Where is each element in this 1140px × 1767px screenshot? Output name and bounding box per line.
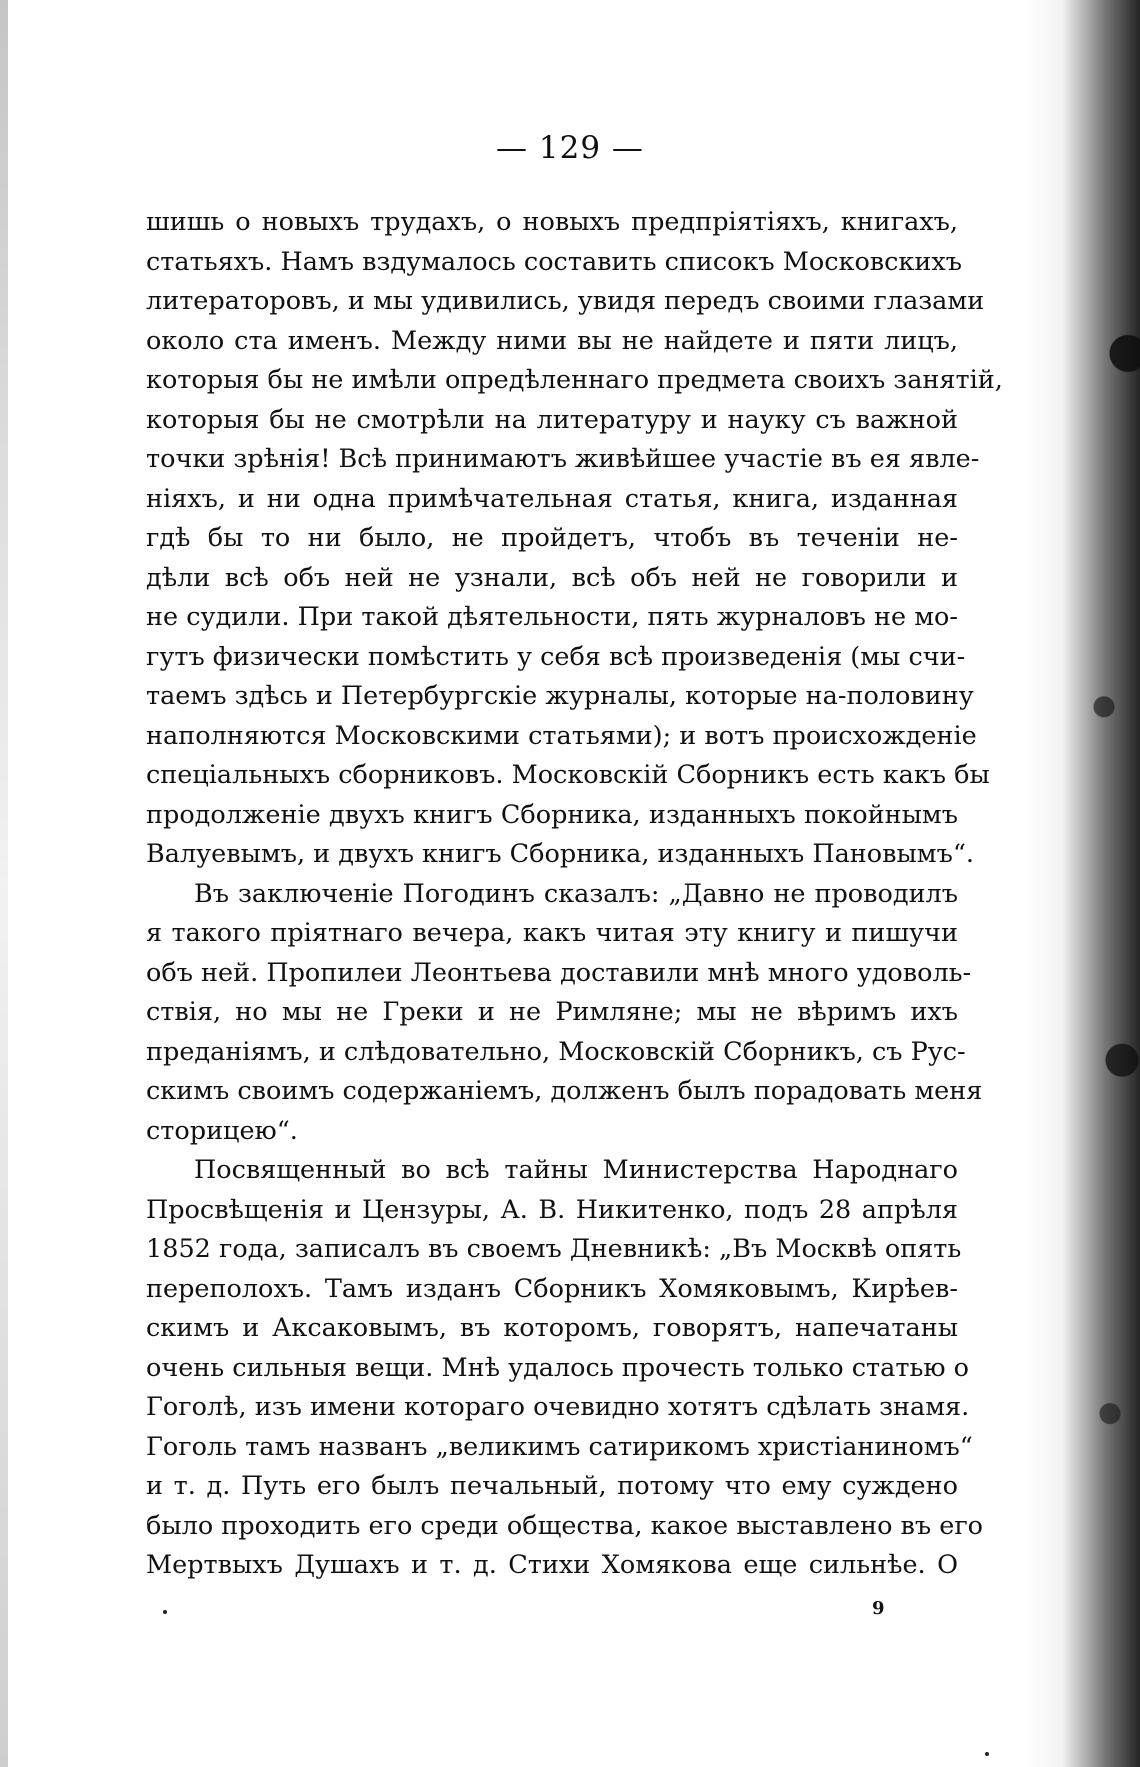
text-line: Гоголѣ, изъ имени котораго очевидно хотятъ сдѣлать знамя. [146, 1392, 970, 1422]
text-line: сторицею“. [146, 1115, 298, 1146]
text-line: шишь о новыхъ трудахъ, о новыхъ предпріятіяхъ, книгахъ, [146, 207, 958, 237]
scan-speck [985, 1752, 989, 1756]
text-line: объ ней. Пропилеи Леонтьева доставили мнѣ много удоволь- [146, 957, 972, 988]
text-line: и т. д. Путь его былъ печальный, потому что ему суждено [146, 1471, 958, 1501]
text-line: 1852 года, записалъ въ своемъ Дневникѣ: „Въ Москвѣ опять [146, 1234, 962, 1264]
scan-speck [163, 1610, 167, 1614]
text-line: Гоголь тамъ названъ „великимъ сатирикомъ христіаниномъ“ [146, 1431, 973, 1462]
text-line: наполняются Московскими статьями); и вотъ происхожденіе [146, 720, 977, 751]
text-line: очень сильныя вещи. Мнѣ удалось прочесть только статью о [146, 1352, 969, 1383]
text-line: гутъ физически помѣстить у себя всѣ произведенія (мы счи- [146, 641, 966, 672]
signature-mark: 9 [872, 1598, 885, 1619]
text-line: гдѣ бы то ни было, не пройдетъ, чтобъ въ теченіи не- [146, 523, 958, 553]
text-line: Въ заключеніе Погодинъ сказалъ: „Давно не проводилъ [194, 878, 958, 909]
text-line: точки зрѣнія! Всѣ принимаютъ живѣйшее участіе въ ея явле- [146, 444, 980, 474]
text-line: преданіямъ, и слѣдовательно, Московскій Сборникъ, съ Рус- [146, 1036, 966, 1067]
body-text [146, 203, 1003, 1586]
page-number: — 129 — [496, 130, 644, 166]
text-line: ніяхъ, и ни одна примѣчательная статья, книга, изданная [146, 483, 958, 514]
text-line: Валуевымъ, и двухъ книгъ Сборника, изданныхъ Пановымъ“. [146, 839, 974, 869]
text-line: около ста именъ. Между ними вы не найдете и пяти лицъ, [146, 325, 958, 356]
text-line: переполохъ. Тамъ изданъ Сборникъ Хомяковымъ, Кирѣев- [146, 1273, 958, 1304]
text-line: которыя бы не смотрѣли на литературу и науку съ важной [146, 404, 958, 435]
text-line: спеціальныхъ сборниковъ. Московскій Сборникъ есть какъ бы [146, 760, 990, 790]
text-line: продолженіе двухъ книгъ Сборника, изданныхъ покойнымъ [146, 799, 958, 830]
scan-edge-left [0, 0, 8, 1767]
text-line: ствія, но мы не Греки и не Римляне; мы не вѣримъ ихъ [146, 997, 958, 1027]
text-line: было проходить его среди общества, какое выставлено въ его [146, 1510, 984, 1541]
text-line: скимъ своимъ содержаніемъ, долженъ былъ порадовать меня [146, 1076, 983, 1106]
text-line: статьяхъ. Намъ вздумалось составить списокъ Московскихъ [146, 246, 962, 277]
text-line: которыя бы не имѣли опредѣленнаго предмета своихъ занятій, [146, 365, 1003, 395]
text-line: я такого пріятнаго вечера, какъ читая эту книгу и пишучи [146, 918, 958, 948]
text-line: таемъ здѣсь и Петербургскіе журналы, которые на-половину [146, 681, 974, 711]
text-line: Посвященный во всѣ тайны Министерства Народнаго [194, 1155, 958, 1185]
text-line: литераторовъ, и мы удивились, увидя передъ своими глазами [146, 286, 985, 316]
text-line: Просвѣщенія и Цензуры, А. В. Никитенко, подъ 28 апрѣля [146, 1194, 958, 1225]
text-line: не судили. При такой дѣятельности, пять журналовъ не мо- [146, 602, 958, 632]
text-line: скимъ и Аксаковымъ, въ которомъ, говорятъ, напечатаны [146, 1313, 958, 1343]
scan-edge-right [1020, 0, 1140, 1767]
text-line: Мертвыхъ Душахъ и т. д. Стихи Хомякова еще сильнѣе. О [146, 1550, 958, 1580]
text-line: дѣли всѣ объ ней не узнали, всѣ объ ней не говорили и [146, 562, 958, 593]
